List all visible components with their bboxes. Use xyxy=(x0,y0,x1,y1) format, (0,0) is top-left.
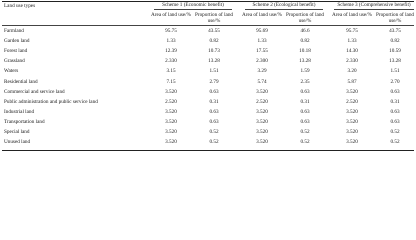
row-label: Unused land xyxy=(4,139,31,146)
table-cell: 0.82 xyxy=(209,38,219,45)
table-cell: 5.87 xyxy=(347,78,357,85)
bottom-rule xyxy=(2,150,414,151)
table-cell: 3.520 xyxy=(165,129,177,135)
table-cell: 0.63 xyxy=(209,118,219,125)
table-cell: 0.63 xyxy=(300,88,310,95)
table-cell: 13.28 xyxy=(208,58,220,65)
table-cell: 3.520 xyxy=(346,118,358,125)
table-cell: 2.330 xyxy=(346,58,358,65)
table-cell: 95.75 xyxy=(165,28,177,34)
row-label: Garden land xyxy=(4,38,30,45)
table-cell: 10.73 xyxy=(208,48,220,55)
table-cell: 0.63 xyxy=(390,118,400,125)
scheme-2-area-header: Area of land use/% xyxy=(242,12,282,18)
table-cell: 0.82 xyxy=(300,38,310,45)
table-cell: 0.63 xyxy=(300,108,310,115)
row-label: Waters xyxy=(4,68,19,75)
table-cell: 2.70 xyxy=(390,78,400,85)
table-cell: 0.82 xyxy=(390,38,400,45)
table-cell: 7.15 xyxy=(166,78,176,85)
table-cell: 10.59 xyxy=(389,48,401,55)
row-header: Land use types xyxy=(4,3,36,9)
table-cell: 5.74 xyxy=(257,78,267,85)
table-cell: 3.520 xyxy=(346,108,358,115)
row-label: Farmland xyxy=(4,28,24,34)
table-cell: 0.63 xyxy=(209,108,219,115)
table-cell: 3.520 xyxy=(256,129,268,135)
table-cell: 0.63 xyxy=(209,88,219,95)
table-cell: 0.31 xyxy=(390,98,400,105)
table-cell: 0.52 xyxy=(209,129,219,135)
table-cell: 1.51 xyxy=(390,68,400,75)
table-cell: 1.33 xyxy=(166,38,176,45)
table-cell: 3.520 xyxy=(256,139,268,146)
scheme-1-title: Scheme 1 (Economic benefit) xyxy=(162,2,224,8)
table-cell: 1.33 xyxy=(347,38,357,45)
table-cell: 12.39 xyxy=(165,48,177,55)
table-cell: 95.69 xyxy=(256,28,268,34)
table-cell: 1.59 xyxy=(300,68,310,75)
table-cell: 3.520 xyxy=(165,88,177,95)
table-cell: 2.520 xyxy=(346,98,358,105)
table-cell: 43.75 xyxy=(389,28,401,34)
table-cell: 3.520 xyxy=(256,88,268,95)
table-cell: 13.28 xyxy=(299,58,311,65)
table-cell: 3.520 xyxy=(346,139,358,146)
table-cell: 3.15 xyxy=(166,68,176,75)
table-cell: 0.52 xyxy=(390,129,400,135)
table-cell: 3.520 xyxy=(165,139,177,146)
table-cell: 10.18 xyxy=(299,48,311,55)
row-label: Commercial and service land xyxy=(4,88,65,95)
scheme-1-proportion-header: Proportion of land use/% xyxy=(194,12,234,24)
table-cell: 3.520 xyxy=(165,118,177,125)
table-cell: 0.31 xyxy=(209,98,219,105)
scheme-3-underline xyxy=(334,9,414,10)
table-cell: 3.520 xyxy=(346,88,358,95)
scheme-2-title: Scheme 2 (Ecological benefit) xyxy=(252,2,316,8)
table-cell: 2.35 xyxy=(300,78,310,85)
table-cell: 17.55 xyxy=(256,48,268,55)
scheme-2-proportion-header: Proportion of land use/% xyxy=(285,12,325,24)
scheme-1-underline xyxy=(154,9,232,10)
scheme-3-area-header: Area of land use/% xyxy=(332,12,372,18)
table-cell: 14.30 xyxy=(346,48,358,55)
table-cell: 0.52 xyxy=(300,139,310,146)
table-cell: 0.52 xyxy=(390,139,400,146)
row-label: Public administration and public service land xyxy=(4,98,98,105)
table-cell: 13.28 xyxy=(389,58,401,65)
table-cell: 2.79 xyxy=(209,78,219,85)
scheme-1-area-header: Area of land use/% xyxy=(151,12,191,18)
table-cell: 0.63 xyxy=(300,118,310,125)
row-label: Residential land xyxy=(4,78,38,85)
table-cell: 0.63 xyxy=(390,88,400,95)
table-cell: 2.330 xyxy=(165,58,177,65)
row-label: Grassland xyxy=(4,58,25,65)
table-cell: 2.300 xyxy=(256,58,268,65)
table-cell: 3.520 xyxy=(346,129,358,135)
table-cell: 3.29 xyxy=(257,68,267,75)
row-label: Industrial land xyxy=(4,108,35,115)
table-cell: 1.33 xyxy=(257,38,267,45)
scheme-3-title: Scheme 3 (Comprehensive benefit) xyxy=(337,2,411,8)
table-cell: 3.520 xyxy=(165,108,177,115)
row-label: Special land xyxy=(4,129,30,135)
table-cell: 2.520 xyxy=(165,98,177,105)
scheme-3-proportion-header: Proportion of land use/% xyxy=(375,12,415,24)
table-cell: 0.52 xyxy=(209,139,219,146)
table-cell: 0.63 xyxy=(390,108,400,115)
table-cell: 2.520 xyxy=(256,98,268,105)
header-rule xyxy=(2,25,414,26)
table-cell: 3.20 xyxy=(347,68,357,75)
table-cell: 0.52 xyxy=(300,129,310,135)
table-cell: 0.31 xyxy=(300,98,310,105)
row-label: Transportation land xyxy=(4,118,45,125)
row-label: Forest land xyxy=(4,48,28,55)
table-cell: 43.55 xyxy=(208,28,220,34)
table-cell: 3.520 xyxy=(256,108,268,115)
table-cell: 1.51 xyxy=(209,68,219,75)
table-cell: 3.520 xyxy=(256,118,268,125)
scheme-2-underline xyxy=(245,9,323,10)
table-cell: 46.6 xyxy=(300,28,310,34)
table-cell: 95.75 xyxy=(346,28,358,34)
